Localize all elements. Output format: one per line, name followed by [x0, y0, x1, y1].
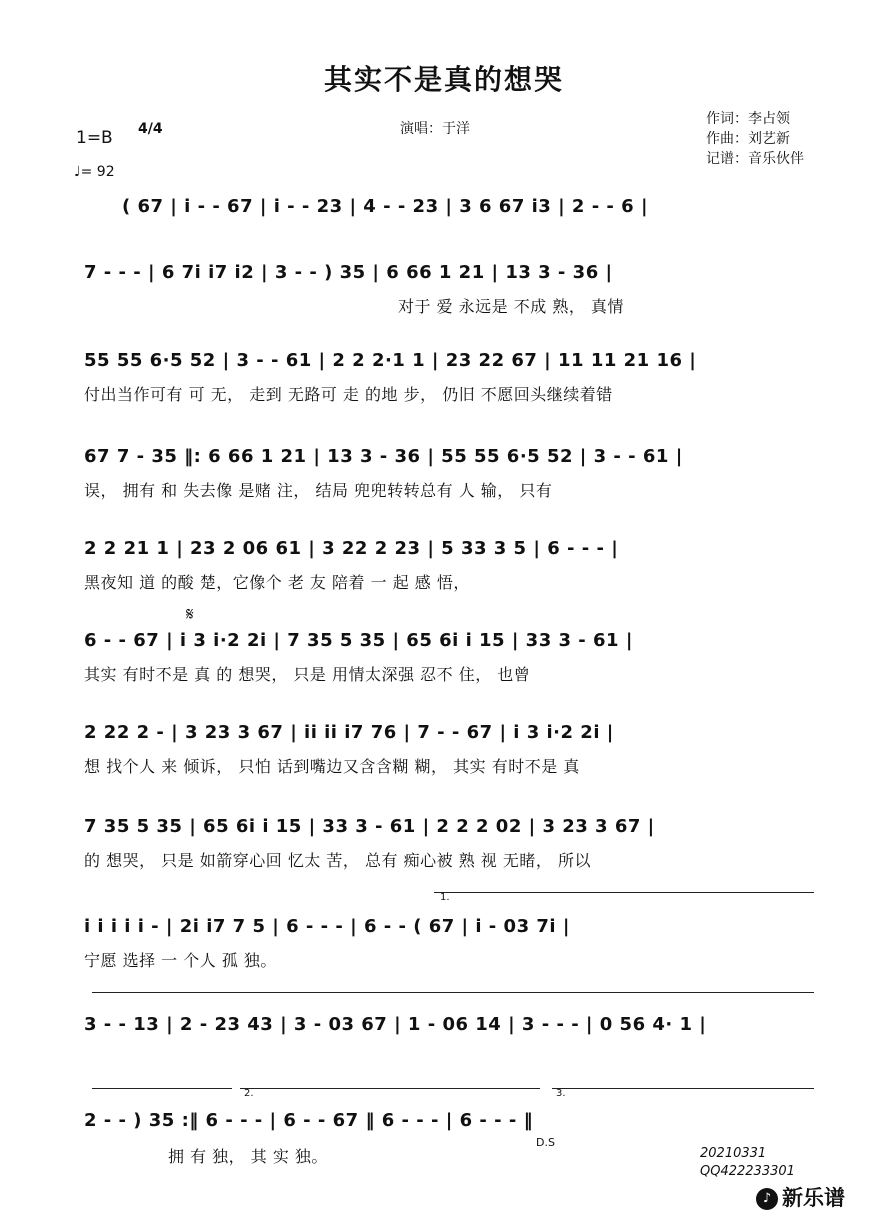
volta-bracket-1	[434, 892, 814, 893]
score-system-2	[0, 258, 888, 328]
score-system-1	[0, 192, 888, 262]
transcriber-credit: 记谱：音乐伙伴	[706, 151, 804, 167]
quarter-note-icon: ♩	[74, 164, 81, 180]
score-system-3	[0, 346, 888, 416]
time-signature: 4/4	[138, 121, 163, 137]
qq-stamp: QQ422233301	[700, 1164, 795, 1179]
ds-marking: D.S	[536, 1136, 555, 1149]
notation-line: 6 - - 67 | i 3 i·2 2i | 7 35 5 35 | 65 6i i 15 | 33 3 - 61 |	[84, 630, 633, 651]
notation-line: 3 - - 13 | 2 - 23 43 | 3 - 03 67 | 1 - 06 14 | 3 - - - | 0 56 4· 1 |	[84, 1014, 707, 1035]
volta-bracket-2	[240, 1088, 540, 1089]
tempo-marking	[74, 164, 115, 180]
lyric-line: 的 想哭， 只是 如箭穿心回 忆太 苦， 总有 痴心被 熟 视 无睹， 所以	[84, 851, 591, 870]
score-system-5	[0, 534, 888, 604]
lyric-line: 误， 拥有 和 失去像 是赌 注， 结局 兜兜转转总有 人 输， 只有	[84, 481, 553, 500]
song-title: 其实不是真的想哭	[323, 63, 564, 96]
score-system-9	[0, 892, 888, 982]
volta-3-label: 3.	[556, 1088, 566, 1099]
volta-bracket-3	[552, 1088, 814, 1089]
notation-line: ( 67 | i - - 67 | i - - 23 | 4 - - 23 | 3 6 67 i3 | 2 - - 6 |	[122, 196, 649, 217]
lyric-line: 其实 有时不是 真 的 想哭， 只是 用情太深强 忍不 住， 也曾	[84, 665, 531, 684]
score-system-7	[0, 718, 888, 788]
notation-line: i i i i i - | 2i i7 7 5 | 6 - - - | 6 - - ( 67 | i - 03 7i |	[84, 916, 570, 937]
notation-line: 2 2 21 1 | 23 2 06 61 | 3 22 2 23 | 5 33 3 5 | 6 - - - |	[84, 538, 619, 559]
lyric-line: 拥 有 独， 其 实 独。	[168, 1147, 328, 1166]
score-system-10	[0, 1010, 888, 1050]
tempo-value: = 92	[80, 164, 115, 180]
notation-line: 2 22 2 - | 3 23 3 67 | ii ii i7 76 | 7 - - 67 | i 3 i·2 2i |	[84, 722, 614, 743]
score-system-4	[0, 442, 888, 512]
volta-1-label: 1.	[440, 892, 450, 903]
lyric-line: 付出当作可有 可 无， 走到 无路可 走 的地 步， 仍旧 不愿回头继续着错	[84, 385, 613, 404]
notation-line: 67 7 - 35 ‖: 6 66 1 21 | 13 3 - 36 | 55 55 6·5 52 | 3 - - 61 |	[84, 446, 683, 467]
notation-line: 2 - - ) 35 :‖ 6 - - - | 6 - - 67 ‖ 6 - - - | 6 - - - ‖	[84, 1110, 534, 1131]
notation-line: 55 55 6·5 52 | 3 - - 61 | 2 2 2·1 1 | 23 22 67 | 11 11 21 16 |	[84, 350, 697, 371]
lyric-line: 想 找个人 来 倾诉， 只怕 话到嘴边又含含糊 糊， 其实 有时不是 真	[84, 757, 580, 776]
score-system-8	[0, 812, 888, 882]
date-stamp: 20210331	[700, 1146, 767, 1161]
repeat-bracket	[92, 1088, 232, 1089]
notation-line: 7 35 5 35 | 65 6i i 15 | 33 3 - 61 | 2 2 2 02 | 3 23 3 67 |	[84, 816, 655, 837]
key-signature: 1=B	[76, 128, 113, 148]
segno-sign: 𝄋	[186, 604, 194, 625]
logo-text: 新乐谱	[782, 1186, 845, 1210]
lyric-line: 对于 爱 永远是 不成 熟， 真情	[398, 297, 624, 316]
singer-credit: 演唱：于洋	[400, 121, 470, 137]
volta-2-label: 2.	[244, 1088, 254, 1099]
lyric-line: 黑夜知 道 的酸 楚，它像个 老 友 陪着 一 起 感 悟，	[84, 573, 470, 592]
lyricist-credit: 作词：李占领	[706, 111, 790, 127]
composer-credit: 作曲：刘艺新	[706, 131, 790, 147]
notation-line: 7 - - - | 6 7i i7 i2 | 3 - - ) 35 | 6 66 1 21 | 13 3 - 36 |	[84, 262, 613, 283]
music-note-icon: ♪	[756, 1188, 778, 1210]
score-system-6	[0, 604, 888, 696]
site-logo	[756, 1182, 845, 1212]
section-divider	[92, 992, 814, 993]
lyric-line: 宁愿 选择 一 个人 孤 独。	[84, 951, 277, 970]
